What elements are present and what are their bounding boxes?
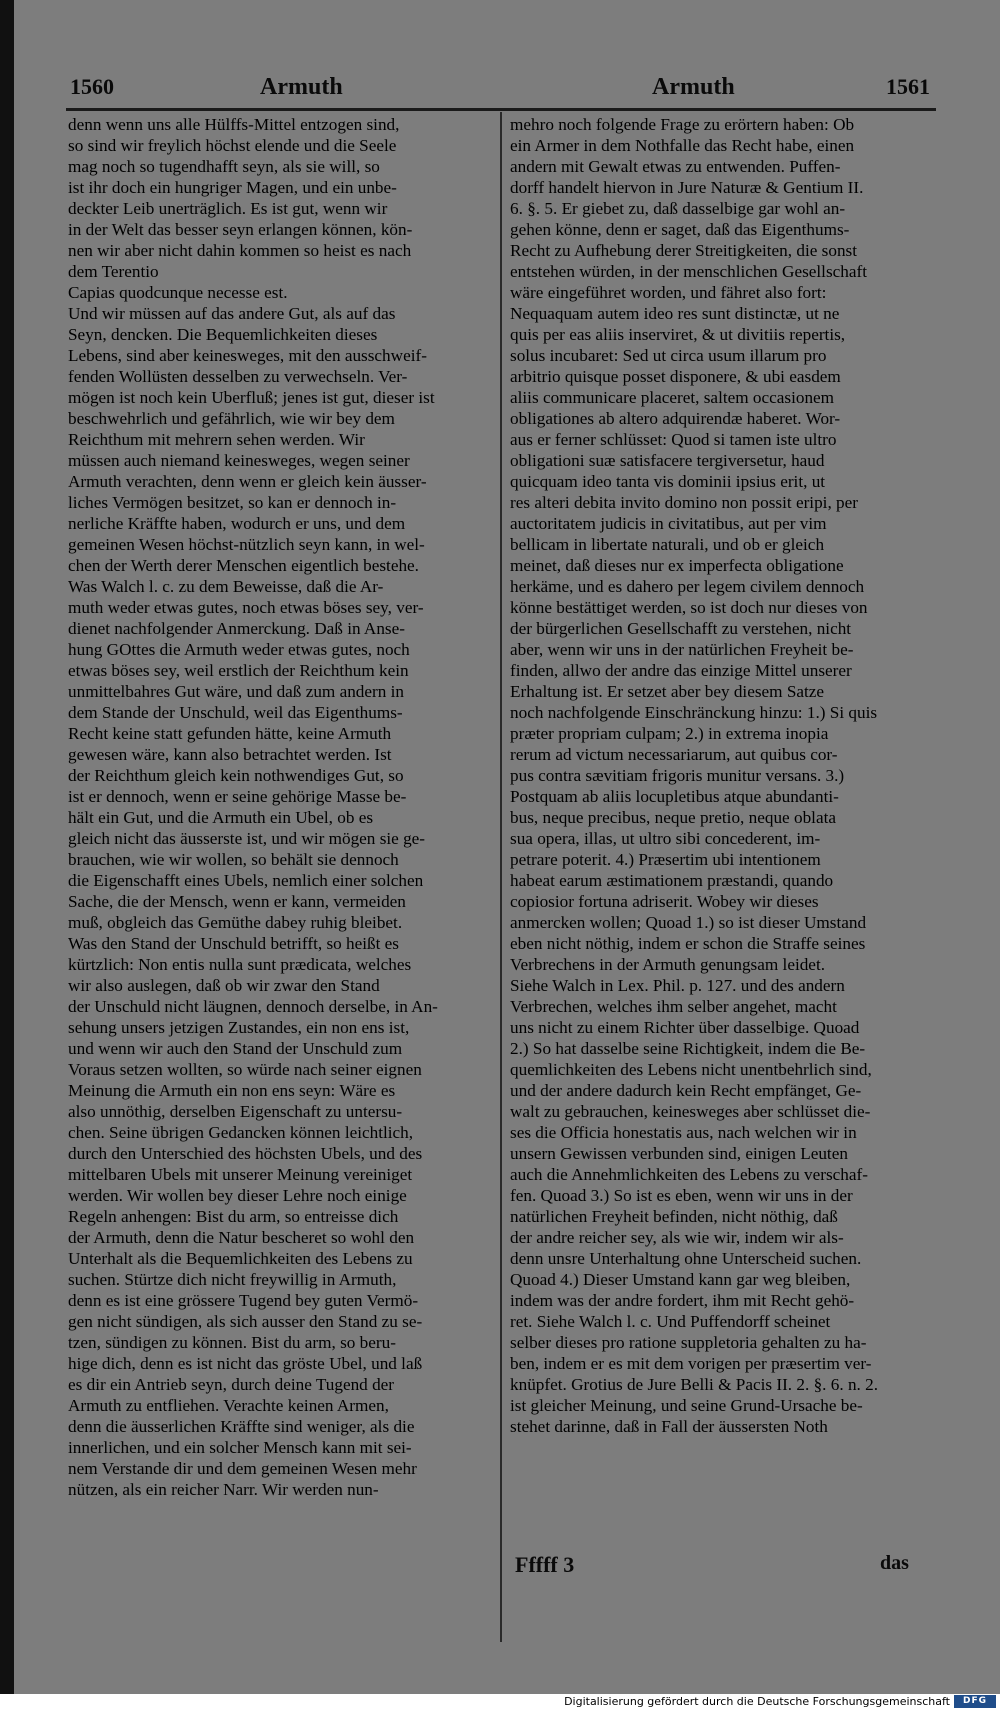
text-line: wäre eingeführet worden, und fähret also fort: bbox=[510, 283, 827, 302]
text-line: Unterhalt als die Bequemlichkeiten des Lebens zu bbox=[68, 1249, 413, 1268]
text-line: 2.) So hat dasselbe seine Richtigkeit, indem die Be- bbox=[510, 1039, 866, 1058]
text-line: Nequaquam autem ideo res sunt distinctæ, ut ne bbox=[510, 304, 840, 323]
text-line: nerliche Kräffte haben, wodurch er uns, und dem bbox=[68, 514, 406, 533]
text-line: und wenn wir auch den Stand der Unschuld zum bbox=[68, 1039, 403, 1058]
text-line: solus incubaret: Sed ut circa usum illarum pro bbox=[510, 346, 827, 365]
text-line: innerlichen, und ein solcher Mensch kann mit sei- bbox=[68, 1438, 412, 1457]
text-line: der andre reicher sey, als wie wir, indem wir als- bbox=[510, 1228, 844, 1247]
text-line: andern mit Gewalt etwas zu entwenden. Puffen- bbox=[510, 157, 841, 176]
text-line: der Armuth, denn die Natur bescheret so wohl den bbox=[68, 1228, 415, 1247]
text-line: selber dieses pro ratione suppletoria gehalten zu ha- bbox=[510, 1333, 867, 1352]
text-line: Meinung die Armuth ein non ens seyn: Wäre es bbox=[68, 1081, 396, 1100]
text-line: præter propriam culpam; 2.) in extrema inopia bbox=[510, 724, 829, 743]
text-line: ist gleicher Meinung, und seine Grund-Ursache be- bbox=[510, 1396, 863, 1415]
text-line: walt zu gebrauchen, keinesweges aber schlüsset die- bbox=[510, 1102, 871, 1121]
text-line: deckter Leib unerträglich. Es ist gut, wenn wir bbox=[68, 199, 388, 218]
text-line: gemeinen Wesen höchst-nützlich seyn kann, in wel- bbox=[68, 535, 425, 554]
text-line: Recht keine statt gefunden hätte, keine Armuth bbox=[68, 724, 392, 743]
text-line: Erhaltung ist. Er setzet aber bey diesem Satze bbox=[510, 682, 825, 701]
text-line: Voraus setzen wollten, so würde nach seiner eignen bbox=[68, 1060, 422, 1079]
text-line: in der Welt das besser seyn erlangen können, kön- bbox=[68, 220, 413, 239]
text-line: eben nicht nöthig, indem er schon die Straffe seines bbox=[510, 934, 866, 953]
text-line: meinet, daß dieses nur ex imperfecta obligatione bbox=[510, 556, 844, 575]
text-line: auctoritatem judicis in civitatibus, aut per vim bbox=[510, 514, 827, 533]
text-line: Regeln anhengen: Bist du arm, so entreisse dich bbox=[68, 1207, 399, 1226]
text-line: unmittelbahres Gut wäre, und daß zum andern in bbox=[68, 682, 405, 701]
text-line: rerum ad victum necessariarum, aut quibus cor- bbox=[510, 745, 838, 764]
text-line: liches Vermögen besitzet, so kan er dennoch in- bbox=[68, 493, 397, 512]
text-line: dem Terentio bbox=[68, 262, 159, 281]
text-line: der Reichthum gleich kein nothwendiges Gut, so bbox=[68, 766, 404, 785]
text-line: denn die äusserlichen Kräffte sind weniger, als die bbox=[68, 1417, 415, 1436]
text-line: und der andere dadurch kein Recht empfänget, Ge- bbox=[510, 1081, 862, 1100]
text-line: habeat earum æstimationem præstandi, quando bbox=[510, 871, 834, 890]
text-line: gleich nicht das äusserste ist, und wir mögen sie ge- bbox=[68, 829, 426, 848]
text-line: Seyn, dencken. Die Bequemlichkeiten dieses bbox=[68, 325, 378, 344]
text-line: aus er ferner schlüsset: Quod si tamen iste ultro bbox=[510, 430, 837, 449]
text-line: Reichthum mit mehrern sehen werden. Wir bbox=[68, 430, 365, 449]
text-line: pus contra sævitiam frigoris munitur versans. 3.) bbox=[510, 766, 845, 785]
text-line: Capias quodcunque necesse est. bbox=[68, 283, 288, 302]
text-line: arbitrio quisque posset disponere, & ubi easdem bbox=[510, 367, 841, 386]
text-line: aliis communicare placeret, saltem occasionem bbox=[510, 388, 835, 407]
text-line: ben, indem er es mit dem vorigen per præsertim ver- bbox=[510, 1354, 872, 1373]
text-line: bus, neque precibus, neque pretio, neque oblata bbox=[510, 808, 836, 827]
text-line: quicquam ideo tanta vis dominii ipsius erit, ut bbox=[510, 472, 826, 491]
text-line: hung GOttes die Armuth weder etwas gutes, noch bbox=[68, 640, 410, 659]
text-line: bellicam in libertate naturali, und ob er gleich bbox=[510, 535, 825, 554]
text-line: chen der Werth derer Menschen eigentlich bestehe. bbox=[68, 556, 419, 575]
text-line: obligationi suæ satisfacere tergiversetur, haud bbox=[510, 451, 825, 470]
text-line: so sind wir freylich höchst elende und die Seele bbox=[68, 136, 397, 155]
text-line: Und wir müssen auf das andere Gut, als auf das bbox=[68, 304, 396, 323]
left-text-column bbox=[68, 114, 498, 1500]
text-line: beschwehrlich und gefährlich, wie wir bey dem bbox=[68, 409, 395, 428]
text-line: Sache, die der Mensch, wenn er kann, vermeiden bbox=[68, 892, 406, 911]
text-line: dem Stande der Unschuld, weil das Eigenthums- bbox=[68, 703, 403, 722]
text-line: denn unsre Unterhaltung ohne Unterscheid suchen. bbox=[510, 1249, 862, 1268]
text-line: Verbrechens in der Armuth genungsam leidet. bbox=[510, 955, 826, 974]
digitization-footer bbox=[0, 1694, 1000, 1709]
text-line: gewesen wäre, kann also betrachtet werden. Ist bbox=[68, 745, 392, 764]
text-line: ist ihr doch ein hungriger Magen, und ein unbe- bbox=[68, 178, 397, 197]
left-page-number: 1560 bbox=[70, 74, 114, 99]
text-line: Armuth verachten, denn wenn er gleich kein äusser- bbox=[68, 472, 427, 491]
text-line: Siehe Walch in Lex. Phil. p. 127. und des andern bbox=[510, 976, 845, 995]
text-line: knüpfet. Grotius de Jure Belli & Pacis II. 2. §. 6. n. 2. bbox=[510, 1375, 879, 1394]
text-line: die Eigenschafft eines Ubels, nemlich einer solchen bbox=[68, 871, 424, 890]
text-line: Quoad 4.) Dieser Umstand kann gar weg bleiben, bbox=[510, 1270, 851, 1289]
text-line: denn wenn uns alle Hülffs-Mittel entzogen sind, bbox=[68, 115, 400, 134]
header-rule bbox=[66, 108, 936, 111]
text-line: fen. Quoad 3.) So ist es eben, wenn wir uns in der bbox=[510, 1186, 853, 1205]
text-line: sua opera, illas, ut ultro sibi concederent, im- bbox=[510, 829, 821, 848]
text-line: ist er dennoch, wenn er seine gehörige Masse be- bbox=[68, 787, 407, 806]
text-line: petrare poterit. 4.) Præsertim ubi intentionem bbox=[510, 850, 821, 869]
funding-credit: Digitalisierung gefördert durch die Deutsche Forschungsgemeinschaft bbox=[564, 1695, 950, 1708]
text-line: herkäme, und es dahero per legem civilem dennoch bbox=[510, 577, 865, 596]
text-line: res alteri debita invito domino non possit eripi, per bbox=[510, 493, 858, 512]
text-line: natürlichen Freyheit befinden, nicht nöthig, daß bbox=[510, 1207, 838, 1226]
catchword: das bbox=[880, 1552, 909, 1574]
text-line: denn es ist eine grössere Tugend bey guten Vermö- bbox=[68, 1291, 419, 1310]
text-line: auch die Annehmlichkeiten des Lebens zu verschaf- bbox=[510, 1165, 868, 1184]
text-line: tzen, sündigen zu können. Bist du arm, so beru- bbox=[68, 1333, 396, 1352]
text-line: suchen. Stürtze dich nicht freywillig in Armuth, bbox=[68, 1270, 397, 1289]
text-line: copiosior fortuna adriserit. Wobey wir dieses bbox=[510, 892, 819, 911]
text-line: entstehen würden, in der menschlichen Gesellschaft bbox=[510, 262, 867, 281]
text-line: ret. Siehe Walch l. c. Und Puffendorff scheinet bbox=[510, 1312, 831, 1331]
text-line: durch den Unterschied des höchsten Ubels, und des bbox=[68, 1144, 423, 1163]
text-line: indem was der andre fordert, ihm mit Recht gehö- bbox=[510, 1291, 855, 1310]
text-line: mehro noch folgende Frage zu erörtern haben: Ob bbox=[510, 115, 855, 134]
text-line: Recht zu Aufhebung derer Streitigkeiten, die sonst bbox=[510, 241, 858, 260]
text-line: nützen, als ein reicher Narr. Wir werden nun- bbox=[68, 1480, 379, 1499]
text-line: Verbrechen, welches ihm selber angehet, macht bbox=[510, 997, 837, 1016]
text-line: ses die Officia honestatis aus, nach welchen wir in bbox=[510, 1123, 857, 1142]
text-line: der Unschuld nicht läugnen, dennoch derselbe, in An- bbox=[68, 997, 438, 1016]
text-line: also unnöthig, derselben Eigenschaft zu untersu- bbox=[68, 1102, 403, 1121]
text-line: mag noch so tugendhafft seyn, als sie will, so bbox=[68, 157, 380, 176]
text-line: Postquam ab aliis locupletibus atque abundanti- bbox=[510, 787, 839, 806]
text-line: Was Walch l. c. zu dem Beweisse, daß die Ar- bbox=[68, 577, 384, 596]
text-line: könne bestättiget werden, so ist doch nur dieses von bbox=[510, 598, 868, 617]
text-line: kürtzlich: Non entis nulla sunt prædicata, welches bbox=[68, 955, 412, 974]
text-line: fenden Wollüsten desselben zu verwechseln. Ver- bbox=[68, 367, 408, 386]
text-line: gen nicht sündigen, als sich ausser den Stand zu se- bbox=[68, 1312, 423, 1331]
signature-mark: Fffff 3 bbox=[515, 1552, 575, 1577]
column-divider bbox=[500, 112, 502, 1642]
right-running-head: Armuth bbox=[652, 74, 735, 100]
text-line: noch nachfolgende Einschränckung hinzu: 1.) Si quis bbox=[510, 703, 878, 722]
text-line: gehen könne, denn er saget, daß das Eigenthums- bbox=[510, 220, 850, 239]
text-line: unsern Gewissen verbunden sind, einigen Leuten bbox=[510, 1144, 848, 1163]
text-line: dorff handelt hiervon in Jure Naturæ & Gentium II. bbox=[510, 178, 864, 197]
left-running-head: Armuth bbox=[260, 74, 343, 100]
text-line: uns nicht zu einem Richter über dasselbige. Quoad bbox=[510, 1018, 860, 1037]
text-line: anmercken wollen; Quoad 1.) so ist dieser Umstand bbox=[510, 913, 867, 932]
text-line: quemlichkeiten des Lebens nicht unentbehrlich sind, bbox=[510, 1060, 872, 1079]
text-line: hige dich, denn es ist nicht das gröste Ubel, und laß bbox=[68, 1354, 423, 1373]
dfg-logo-icon: DFG bbox=[954, 1695, 996, 1708]
text-line: stehet darinne, daß in Fall der äussersten Noth bbox=[510, 1417, 828, 1436]
text-line: etwas böses sey, weil erstlich der Reichthum kein bbox=[68, 661, 409, 680]
text-line: Was den Stand der Unschuld betrifft, so heißt es bbox=[68, 934, 400, 953]
text-line: mittelbaren Ubels mit unserer Meinung vereiniget bbox=[68, 1165, 413, 1184]
text-line: hält ein Gut, und die Armuth ein Ubel, ob es bbox=[68, 808, 374, 827]
text-line: muß, obgleich das Gemüthe dabey ruhig bleibet. bbox=[68, 913, 403, 932]
text-line: sehung unsers jetzigen Zustandes, ein non ens ist, bbox=[68, 1018, 410, 1037]
text-line: finden, allwo der andre das einzige Mittel unserer bbox=[510, 661, 852, 680]
text-line: chen. Seine übrigen Gedancken können leichtlich, bbox=[68, 1123, 414, 1142]
text-line: ein Armer in dem Nothfalle das Recht habe, einen bbox=[510, 136, 855, 155]
text-line: mögen ist noch kein Uberfluß; jenes ist gut, dieser ist bbox=[68, 388, 435, 407]
text-line: der bürgerlichen Gesellschafft zu verstehen, nicht bbox=[510, 619, 852, 638]
text-line: obligationes ab altero adquirendæ haberet. Wor- bbox=[510, 409, 841, 428]
text-line: dienet nachfolgender Anmerckung. Daß in Anse- bbox=[68, 619, 405, 638]
text-line: werden. Wir wollen bey dieser Lehre noch einige bbox=[68, 1186, 407, 1205]
text-line: müssen auch niemand keinesweges, wegen seiner bbox=[68, 451, 410, 470]
text-line: muth weder etwas gutes, noch etwas böses sey, ver- bbox=[68, 598, 424, 617]
text-line: Armuth zu entfliehen. Verachte keinen Armen, bbox=[68, 1396, 389, 1415]
text-line: aber, wenn wir uns in der natürlichen Freyheit be- bbox=[510, 640, 854, 659]
text-line: quis per eas aliis inserviret, & ut divitiis repertis, bbox=[510, 325, 846, 344]
text-line: Lebens, sind aber keinesweges, mit den ausschweif- bbox=[68, 346, 427, 365]
text-line: wir also auslegen, daß ob wir zwar den Stand bbox=[68, 976, 380, 995]
text-line: es dir ein Antrieb seyn, durch deine Tugend der bbox=[68, 1375, 395, 1394]
right-page-number: 1561 bbox=[886, 74, 930, 99]
right-text-column bbox=[510, 114, 938, 1437]
text-line: 6. §. 5. Er giebet zu, daß dasselbige gar wohl an- bbox=[510, 199, 846, 218]
text-line: nen wir aber nicht dahin kommen so heist es nach bbox=[68, 241, 412, 260]
text-line: brauchen, wie wir wollen, so behält sie dennoch bbox=[68, 850, 399, 869]
text-line: nem Verstande dir und dem gemeinen Wesen mehr bbox=[68, 1459, 417, 1478]
